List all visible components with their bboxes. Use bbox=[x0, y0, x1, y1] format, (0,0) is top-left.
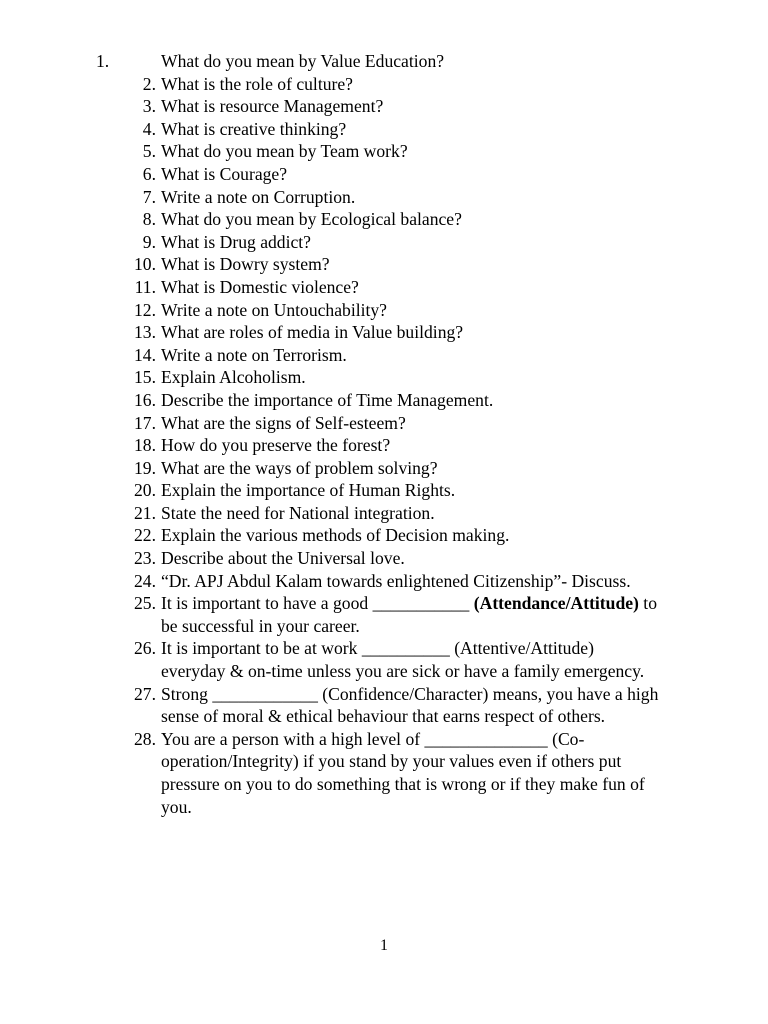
question-text bbox=[161, 524, 661, 547]
question-text-segment: What is Dowry system? bbox=[161, 254, 330, 275]
question-number: 2. bbox=[142, 73, 156, 94]
question-item bbox=[0, 208, 768, 231]
question-item bbox=[0, 186, 768, 209]
question-text bbox=[161, 570, 661, 593]
question-item bbox=[0, 95, 768, 118]
question-text bbox=[161, 344, 661, 367]
question-number: 15. bbox=[134, 367, 156, 388]
question-text-segment: Write a note on Terrorism. bbox=[161, 344, 347, 365]
question-number: 21. bbox=[134, 502, 156, 523]
question-number: 18. bbox=[134, 435, 156, 456]
question-text-segment: Explain the various methods of Decision making. bbox=[161, 525, 510, 546]
question-number: 26. bbox=[134, 638, 156, 659]
question-text-segment: What is resource Management? bbox=[161, 96, 384, 117]
question-number: 16. bbox=[134, 389, 156, 410]
question-item bbox=[0, 163, 768, 186]
question-text bbox=[161, 95, 661, 118]
question-text bbox=[161, 592, 661, 637]
question-text-segment: What do you mean by Ecological balance? bbox=[161, 209, 462, 230]
question-text-segment: Strong ____________ (Confidence/Character) means, you have a high sense of moral & ethical behaviour that earns respect of others. bbox=[161, 683, 659, 727]
question-text bbox=[161, 366, 661, 389]
question-text bbox=[161, 502, 661, 525]
question-item bbox=[0, 728, 768, 818]
question-text-segment: What do you mean by Value Education? bbox=[161, 51, 445, 71]
question-number: 13. bbox=[134, 322, 156, 343]
question-item bbox=[0, 299, 768, 322]
question-text-segment: Explain the importance of Human Rights. bbox=[161, 480, 456, 501]
question-number: 17. bbox=[134, 412, 156, 433]
question-text bbox=[161, 299, 661, 322]
question-text-segment: Write a note on Untouchability? bbox=[161, 299, 387, 320]
question-number: 6. bbox=[142, 163, 156, 184]
question-number: 10. bbox=[134, 254, 156, 275]
question-text-segment: What is creative thinking? bbox=[161, 118, 347, 139]
question-number: 7. bbox=[142, 186, 156, 207]
question-item bbox=[0, 683, 768, 728]
question-option-bold: (Attendance/Attitude) bbox=[473, 593, 639, 614]
question-text bbox=[161, 253, 661, 276]
question-item bbox=[0, 547, 768, 570]
question-item bbox=[0, 412, 768, 435]
question-text bbox=[161, 683, 661, 728]
question-text-segment: It is important to have a good ___________ bbox=[161, 593, 474, 614]
question-item bbox=[0, 118, 768, 141]
question-text bbox=[161, 140, 661, 163]
question-number: 4. bbox=[142, 118, 156, 139]
question-item bbox=[0, 50, 768, 73]
question-item bbox=[0, 344, 768, 367]
question-text bbox=[161, 434, 661, 457]
question-number: 20. bbox=[134, 480, 156, 501]
question-number: 19. bbox=[134, 457, 156, 478]
question-text bbox=[161, 50, 661, 73]
question-text-segment: What are the signs of Self-esteem? bbox=[161, 412, 406, 433]
question-number: 8. bbox=[142, 209, 156, 230]
question-text-segment: Explain Alcoholism. bbox=[161, 367, 306, 388]
question-number: 22. bbox=[134, 525, 156, 546]
question-text bbox=[161, 321, 661, 344]
question-text bbox=[161, 118, 661, 141]
question-number: 5. bbox=[142, 141, 156, 162]
question-item bbox=[0, 389, 768, 412]
question-text-segment: What is Domestic violence? bbox=[161, 276, 359, 297]
question-list bbox=[0, 50, 768, 818]
question-item bbox=[0, 479, 768, 502]
question-text bbox=[161, 457, 661, 480]
question-text bbox=[161, 276, 661, 299]
question-number: 11. bbox=[134, 276, 156, 297]
question-item bbox=[0, 457, 768, 480]
question-item bbox=[0, 366, 768, 389]
question-text bbox=[161, 186, 661, 209]
question-text-segment: What is Courage? bbox=[161, 163, 288, 184]
question-text bbox=[161, 73, 661, 96]
question-number: 25. bbox=[134, 593, 156, 614]
question-text bbox=[161, 231, 661, 254]
question-number: 14. bbox=[134, 344, 156, 365]
question-text-segment: Describe the importance of Time Management. bbox=[161, 389, 494, 410]
question-text bbox=[161, 547, 661, 570]
question-text-segment: Describe about the Universal love. bbox=[161, 548, 405, 569]
question-text-segment: What do you mean by Team work? bbox=[161, 141, 408, 162]
question-item bbox=[0, 592, 768, 637]
question-text bbox=[161, 728, 661, 818]
question-item bbox=[0, 321, 768, 344]
question-number: 9. bbox=[142, 231, 156, 252]
question-number: 12. bbox=[134, 299, 156, 320]
question-number: 24. bbox=[134, 570, 156, 591]
question-item bbox=[0, 502, 768, 525]
page-number: 1 bbox=[380, 937, 388, 954]
question-text-segment: What are the ways of problem solving? bbox=[161, 457, 438, 478]
question-text-segment: What is Drug addict? bbox=[161, 231, 311, 252]
question-text bbox=[161, 412, 661, 435]
question-item bbox=[0, 140, 768, 163]
question-item bbox=[0, 276, 768, 299]
question-text-segment: to be successful in your career. bbox=[161, 593, 657, 636]
question-number: 3. bbox=[142, 96, 156, 117]
question-item bbox=[0, 570, 768, 593]
question-text bbox=[161, 637, 661, 682]
question-text-segment: How do you preserve the forest? bbox=[161, 435, 391, 456]
question-text bbox=[161, 163, 661, 186]
question-number: 23. bbox=[134, 548, 156, 569]
question-number: 27. bbox=[134, 683, 156, 704]
question-number: 1. bbox=[96, 51, 110, 71]
question-text-segment: Write a note on Corruption. bbox=[161, 186, 356, 207]
question-text-segment: “Dr. APJ Abdul Kalam towards enlightened Citizenship”- Discuss. bbox=[161, 570, 631, 591]
question-item bbox=[0, 231, 768, 254]
question-item bbox=[0, 524, 768, 547]
question-text-segment: What is the role of culture? bbox=[161, 73, 353, 94]
question-number: 28. bbox=[134, 728, 156, 749]
question-text-segment: What are roles of media in Value building? bbox=[161, 322, 464, 343]
question-item bbox=[0, 73, 768, 96]
question-text bbox=[161, 479, 661, 502]
question-text-segment: It is important to be at work __________ (Attentive/Attitude) everyday & on-time unless you are sick or have a family emergency. bbox=[161, 638, 645, 682]
question-text-segment: State the need for National integration. bbox=[161, 502, 435, 523]
question-item bbox=[0, 253, 768, 276]
question-item bbox=[0, 434, 768, 457]
question-item bbox=[0, 637, 768, 682]
question-text-segment: You are a person with a high level of ______________ (Co-operation/Integrity) if you stand by your values even if others put pressure on you to do something that is wrong or if they make fun of you. bbox=[161, 728, 645, 817]
question-text bbox=[161, 208, 661, 231]
question-text bbox=[161, 389, 661, 412]
